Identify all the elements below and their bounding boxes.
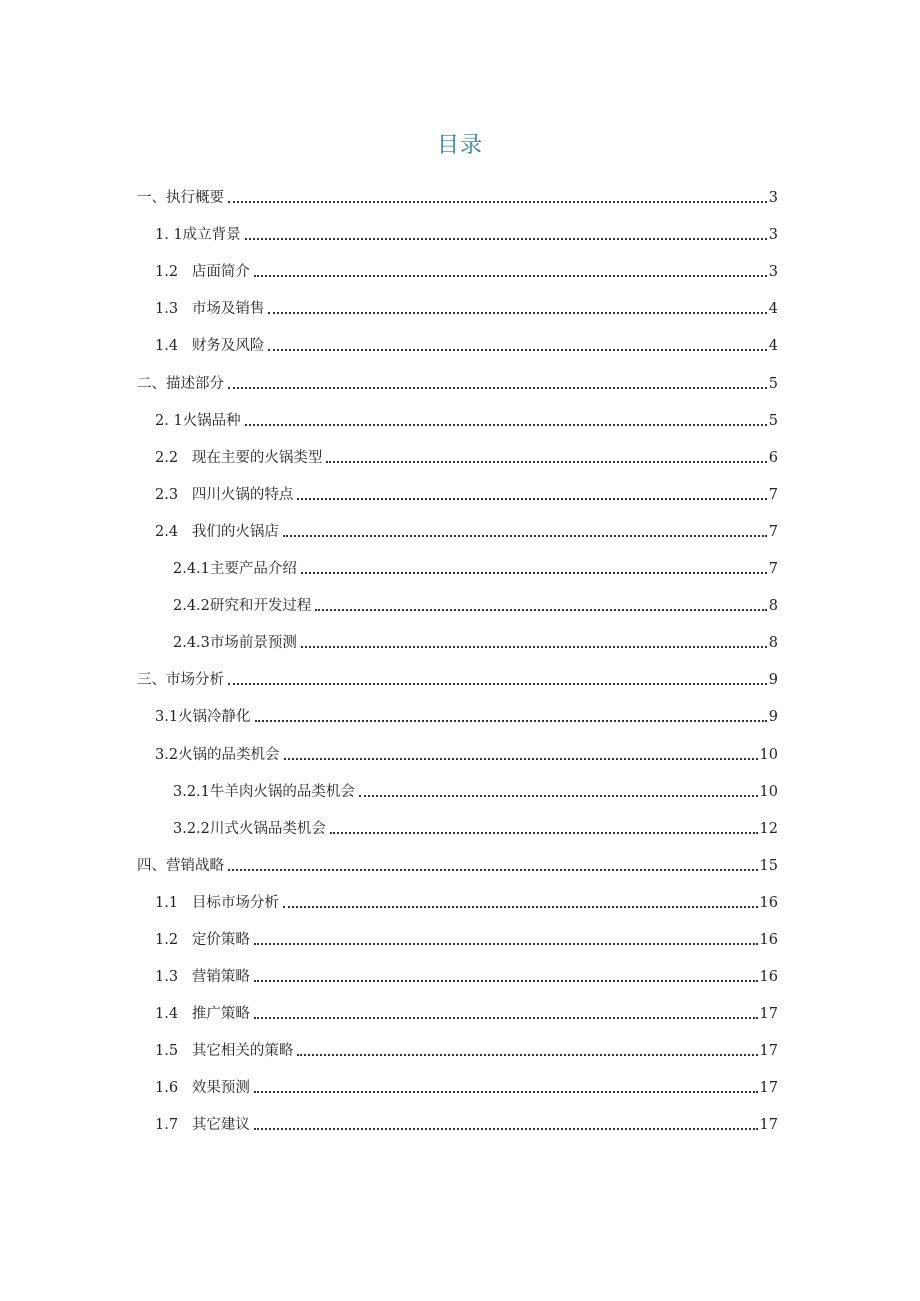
dot-leader <box>228 200 767 203</box>
toc-entry-label: 营销策略 <box>191 969 250 986</box>
toc-entry-page: 6 <box>768 449 778 466</box>
toc-entry-number: 四、 <box>137 857 166 874</box>
dot-leader <box>283 905 758 908</box>
toc-entry[interactable] <box>137 468 778 505</box>
toc-entry[interactable] <box>137 245 778 282</box>
toc-entry-label: 火锅冷静化 <box>178 709 251 726</box>
toc-entry[interactable] <box>137 616 778 653</box>
dot-leader <box>255 719 767 722</box>
toc-entry-label: 牛羊肉火锅的品类机会 <box>209 783 355 800</box>
toc-entry-number: 2.4 <box>155 523 192 540</box>
toc-entry-page: 17 <box>759 1117 778 1134</box>
toc-entry-label: 执行概要 <box>166 190 224 207</box>
toc-entry-label: 市场前景预测 <box>209 635 297 652</box>
toc-entry-number: 3.2.1 <box>173 783 210 800</box>
dot-leader <box>284 757 758 760</box>
toc-entry-label: 四川火锅的特点 <box>191 486 294 503</box>
toc-entry[interactable] <box>137 950 778 987</box>
toc-entry[interactable] <box>137 542 778 579</box>
dot-leader <box>297 1053 757 1056</box>
toc-entry-number: 1.4 <box>155 1006 192 1023</box>
toc-entry-label: 成立背景 <box>182 227 241 244</box>
toc-entry[interactable] <box>137 1061 778 1098</box>
toc-entry-number: 1.1 <box>155 894 192 911</box>
toc-entry-page: 16 <box>759 931 778 948</box>
toc-entry-label: 营销战略 <box>166 857 224 874</box>
dot-leader <box>254 979 758 982</box>
toc-entry-page: 3 <box>768 190 778 207</box>
toc-entry-page: 7 <box>768 561 778 578</box>
toc-entry[interactable] <box>137 727 778 764</box>
toc-entry-number: 2.4.2 <box>173 598 210 615</box>
toc-entry-label: 财务及风险 <box>191 338 265 355</box>
dot-leader <box>268 311 766 314</box>
toc-entry[interactable] <box>137 171 778 208</box>
toc-title: 目录 <box>436 133 483 158</box>
toc-entry[interactable] <box>137 653 778 690</box>
toc-entry-page: 16 <box>759 969 778 986</box>
toc-entry-page: 17 <box>759 1043 778 1060</box>
toc-entry-number: 1.4 <box>155 338 192 355</box>
toc-entry-label: 店面简介 <box>191 264 250 281</box>
toc-entry[interactable] <box>137 876 778 913</box>
dot-leader <box>297 497 766 500</box>
toc-entry[interactable] <box>137 208 778 245</box>
toc-entry-number: 3.2 <box>155 746 179 763</box>
toc-entry-page: 16 <box>759 894 778 911</box>
toc-entry[interactable] <box>137 1098 778 1135</box>
toc-entry-number: 1.6 <box>155 1080 192 1097</box>
toc-entry-number: 1.2 <box>155 931 192 948</box>
dot-leader <box>254 942 758 945</box>
toc-entry-page: 15 <box>759 857 778 874</box>
toc-entry-number: 3.1 <box>155 709 179 726</box>
toc-entry-label: 现在主要的火锅类型 <box>191 449 323 466</box>
toc-entry-page: 3 <box>768 227 778 244</box>
toc-entry[interactable] <box>137 913 778 950</box>
toc-entry-number: 2.4.1 <box>173 561 210 578</box>
toc-entry-page: 5 <box>768 412 778 429</box>
toc-entry-number: 三、 <box>137 672 166 689</box>
toc-entry-number: 1.5 <box>155 1043 192 1060</box>
toc-entry[interactable] <box>137 765 778 802</box>
toc-entry[interactable] <box>137 394 778 431</box>
toc-entry-page: 4 <box>768 338 778 355</box>
toc-entry[interactable] <box>137 579 778 616</box>
toc-entry-page: 17 <box>759 1006 778 1023</box>
toc-entry-number: 1.3 <box>155 969 192 986</box>
toc-entry-label: 火锅品种 <box>182 412 241 429</box>
toc-entry-label: 其它建议 <box>191 1117 250 1134</box>
dot-leader <box>268 348 766 351</box>
toc-entry-number: 1. 1 <box>155 227 183 244</box>
toc-entry-number: 2.2 <box>155 449 192 466</box>
dot-leader <box>301 571 767 574</box>
toc-entry-page: 5 <box>768 375 778 392</box>
dot-leader <box>315 608 766 611</box>
dot-leader <box>326 460 766 463</box>
toc-entry-label: 研究和开发过程 <box>209 598 312 615</box>
toc-entry-page: 7 <box>768 523 778 540</box>
toc-entry[interactable] <box>137 839 778 876</box>
table-of-contents <box>137 171 778 1135</box>
dot-leader <box>245 237 767 240</box>
dot-leader <box>228 386 767 389</box>
toc-entry-number: 2.3 <box>155 486 192 503</box>
dot-leader <box>254 1090 758 1093</box>
dot-leader <box>254 1016 758 1019</box>
toc-entry[interactable] <box>137 505 778 542</box>
toc-entry-number: 2. 1 <box>155 412 183 429</box>
toc-entry-label: 定价策略 <box>191 931 250 948</box>
toc-entry-label: 推广策略 <box>191 1006 250 1023</box>
dot-leader <box>359 794 758 797</box>
toc-entry[interactable] <box>137 319 778 356</box>
toc-entry-number: 2.4.3 <box>173 635 210 652</box>
toc-entry-page: 17 <box>759 1080 778 1097</box>
toc-entry-number: 1.2 <box>155 264 192 281</box>
toc-entry-number: 二、 <box>137 375 166 392</box>
toc-entry-page: 9 <box>768 709 778 726</box>
toc-entry-number: 3.2.2 <box>173 820 210 837</box>
toc-entry[interactable] <box>137 356 778 393</box>
toc-entry-label: 目标市场分析 <box>191 894 279 911</box>
dot-leader <box>245 423 767 426</box>
toc-entry-page: 12 <box>759 820 778 837</box>
toc-entry-page: 10 <box>759 783 778 800</box>
dot-leader <box>283 534 767 537</box>
dot-leader <box>301 645 767 648</box>
toc-entry-number: 1.7 <box>155 1117 192 1134</box>
toc-entry-label: 火锅的品类机会 <box>178 746 280 763</box>
toc-entry-label: 川式火锅品类机会 <box>209 820 326 837</box>
toc-entry-label: 我们的火锅店 <box>191 523 279 540</box>
toc-entry[interactable] <box>137 802 778 839</box>
toc-entry-page: 4 <box>768 301 778 318</box>
toc-entry-label: 描述部分 <box>166 375 224 392</box>
toc-entry-label: 主要产品介绍 <box>209 561 297 578</box>
toc-entry-page: 8 <box>768 635 778 652</box>
toc-entry[interactable] <box>137 1024 778 1061</box>
toc-entry-label: 效果预测 <box>191 1080 250 1097</box>
dot-leader <box>254 274 767 277</box>
toc-entry[interactable] <box>137 431 778 468</box>
toc-entry-label: 其它相关的策略 <box>191 1043 294 1060</box>
dot-leader <box>228 868 758 871</box>
toc-entry-number: 1.3 <box>155 301 192 318</box>
toc-entry-label: 市场分析 <box>166 672 224 689</box>
toc-entry-page: 7 <box>768 486 778 503</box>
dot-leader <box>228 682 767 685</box>
toc-entry-page: 8 <box>768 598 778 615</box>
toc-entry[interactable] <box>137 987 778 1024</box>
toc-entry[interactable] <box>137 690 778 727</box>
toc-entry-page: 3 <box>768 264 778 281</box>
toc-entry-page: 10 <box>759 746 778 763</box>
toc-entry-label: 市场及销售 <box>191 301 265 318</box>
toc-entry[interactable] <box>137 282 778 319</box>
toc-entry-page: 9 <box>768 672 778 689</box>
dot-leader <box>254 1127 758 1130</box>
toc-entry-number: 一、 <box>137 190 166 207</box>
dot-leader <box>330 831 758 834</box>
